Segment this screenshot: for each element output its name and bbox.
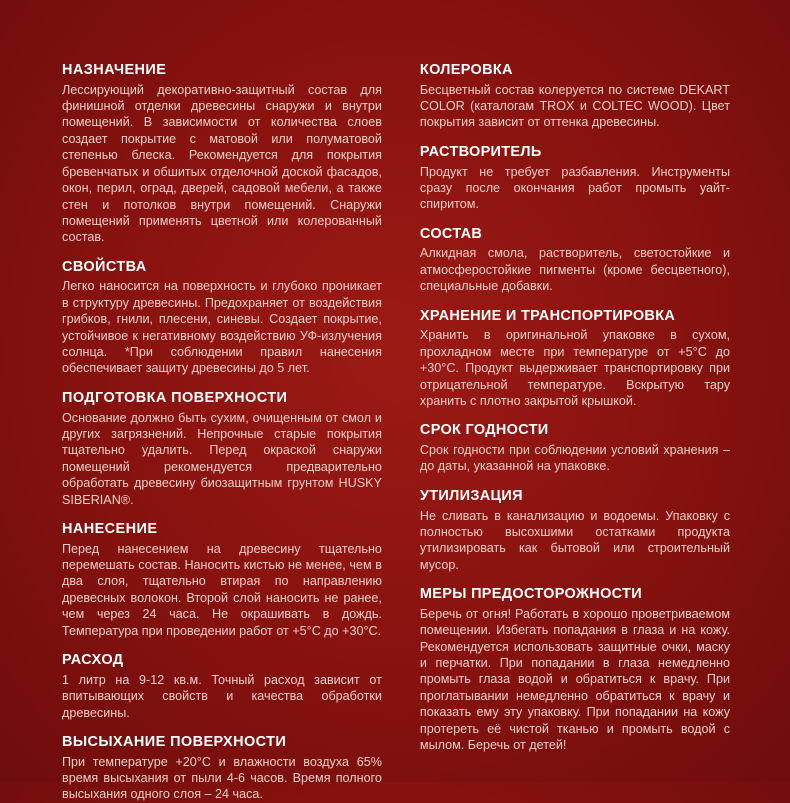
section-body: Лессирующий декоративно-защитный состав для финишной отделки древесины снаружи и внутри помещений. В зависимости от количества слоев создает покрытие с матовой или полуматовой степенью блеска. Рекомендуется для покрытия бревенчатых и обшитых отделочной доской фасадов, окон, перил, оград, дверей, садовой мебели, а также стен и потолков внутри помещений. Снаружи помещений применять цветной или колерованный состав. [62,82,382,245]
section-body: Легко наносится на поверхность и глубоко проникает в структуру древесины. Предохраняет от воздействия грибков, гнили, плесени, синевы. Создает покрытие, устойчивое к негативному воздействию УФ-излучения солнца. *При соблюдении правил нанесения обеспечивает защиту древесины до 5 лет. [62,279,382,376]
section-title: РАСХОД [62,652,124,669]
section-sostav [420,226,730,295]
section-title: КОЛЕРОВКА [419,62,513,78]
section-body: Не сливать в канализацию и водоемы. Упаковку с полностью высохшими остатками продукта утилизировать как бытовой или строительный мусор. [419,508,730,572]
section-title: НАЗНАЧЕНИЕ [62,62,167,78]
section-vysyhanie-poverhnosti [62,734,382,803]
section-body: Алкидная смола, растворитель, светостойкие и атмосферостойкие пигменты (кроме бесцветного), специальные добавки. [419,246,730,294]
section-kolerovka [420,62,730,131]
section-body: 1 литр на 9-12 кв.м. Точный расход зависит от впитывающих свойств и качества обработки древесины. [62,672,382,720]
section-title: СРОК ГОДНОСТИ [419,422,549,439]
section-title: НАНЕСЕНИЕ [62,520,158,537]
two-column-layout [62,62,730,803]
section-title: РАСТВОРИТЕЛЬ [419,143,542,160]
section-body: Хранить в оригинальной упаковке в сухом, прохладном месте при температуре от +5°C до +30°C. Продукт выдерживает транспортировку при отрицательной температуре. Вскрытую тару хранить с плотно закрытой крышкой. [419,328,730,408]
section-title: ПОДГОТОВКА ПОВЕРХНОСТИ [62,389,288,406]
section-utilizaciya [420,488,730,573]
section-srok-godnosti [420,422,730,474]
section-title: УТИЛИЗАЦИЯ [419,487,523,504]
section-body: Перед нанесением на древесину тщательно перемешать состав. Наносить кистью не менее, чем в два слоя, тщательно втирая по направлению древесных волокон. Второй слой наносить не ранее, чем через 24 часа. Не окрашивать в дождь. Температура при проведении работ от +5°C до +30°C. [62,541,382,638]
section-rastvoritel [420,144,730,213]
section-body: Продукт не требует разбавления. Инструменты сразу после окончания работ промыть уайт-спиритом. [419,164,730,212]
section-body: Срок годности при соблюдении условий хранения – до даты, указанной на упаковке. [419,443,730,474]
right-column [420,62,730,753]
section-title: СВОЙСТВА [62,258,147,275]
section-nanesenie [62,521,382,639]
left-column [62,62,382,803]
section-podgotovka-poverhnosti [62,390,382,508]
section-body: Беречь от огня! Работать в хорошо проветриваемом помещении. Избегать попадания в глаза и на кожу. Рекомендуется использовать защитные очки, маску и перчатки. При попадании в глаза немедленно промыть глаза водой и обратиться к врачу. При проглатывании немедленно обратиться к врачу и показать ему эту упаковку. При попадании на кожу протереть её чистой тканью и промыть водой с мылом. Беречь от детей! [419,606,730,753]
section-body: При температуре +20°C и влажности воздуха 65% время высыхания от пыли 4-6 часов. Время полного высыхания одного слоя – 24 часа. [62,754,382,802]
section-naznachenie [62,62,382,246]
section-body: Основание должно быть сухим, очищенным от смол и других загрязнений. Непрочные старые покрытия тщательно удалить. Перед окраской снаружи помещений рекомендуется предварительно обработать древесину биозащитным грунтом HUSKY SIBERIAN®. [62,410,382,507]
section-title: МЕРЫ ПРЕДОСТОРОЖНОСТИ [419,586,642,603]
section-svoystva [62,259,382,377]
section-mery-predostorozhnosti [420,586,730,753]
section-body: Бесцветный состав колеруется по системе DEKART COLOR (каталогам TROX и COLTEC WOOD). Цвет покрытия зависит от оттенка древесины. [419,82,730,130]
section-title: ВЫСЫХАНИЕ ПОВЕРХНОСТИ [62,733,287,750]
section-title: СОСТАВ [419,225,483,242]
section-rashod [62,652,382,721]
section-title: ХРАНЕНИЕ И ТРАНСПОРТИРОВКА [419,307,676,324]
section-hranenie-i-transportirovka [420,308,730,410]
